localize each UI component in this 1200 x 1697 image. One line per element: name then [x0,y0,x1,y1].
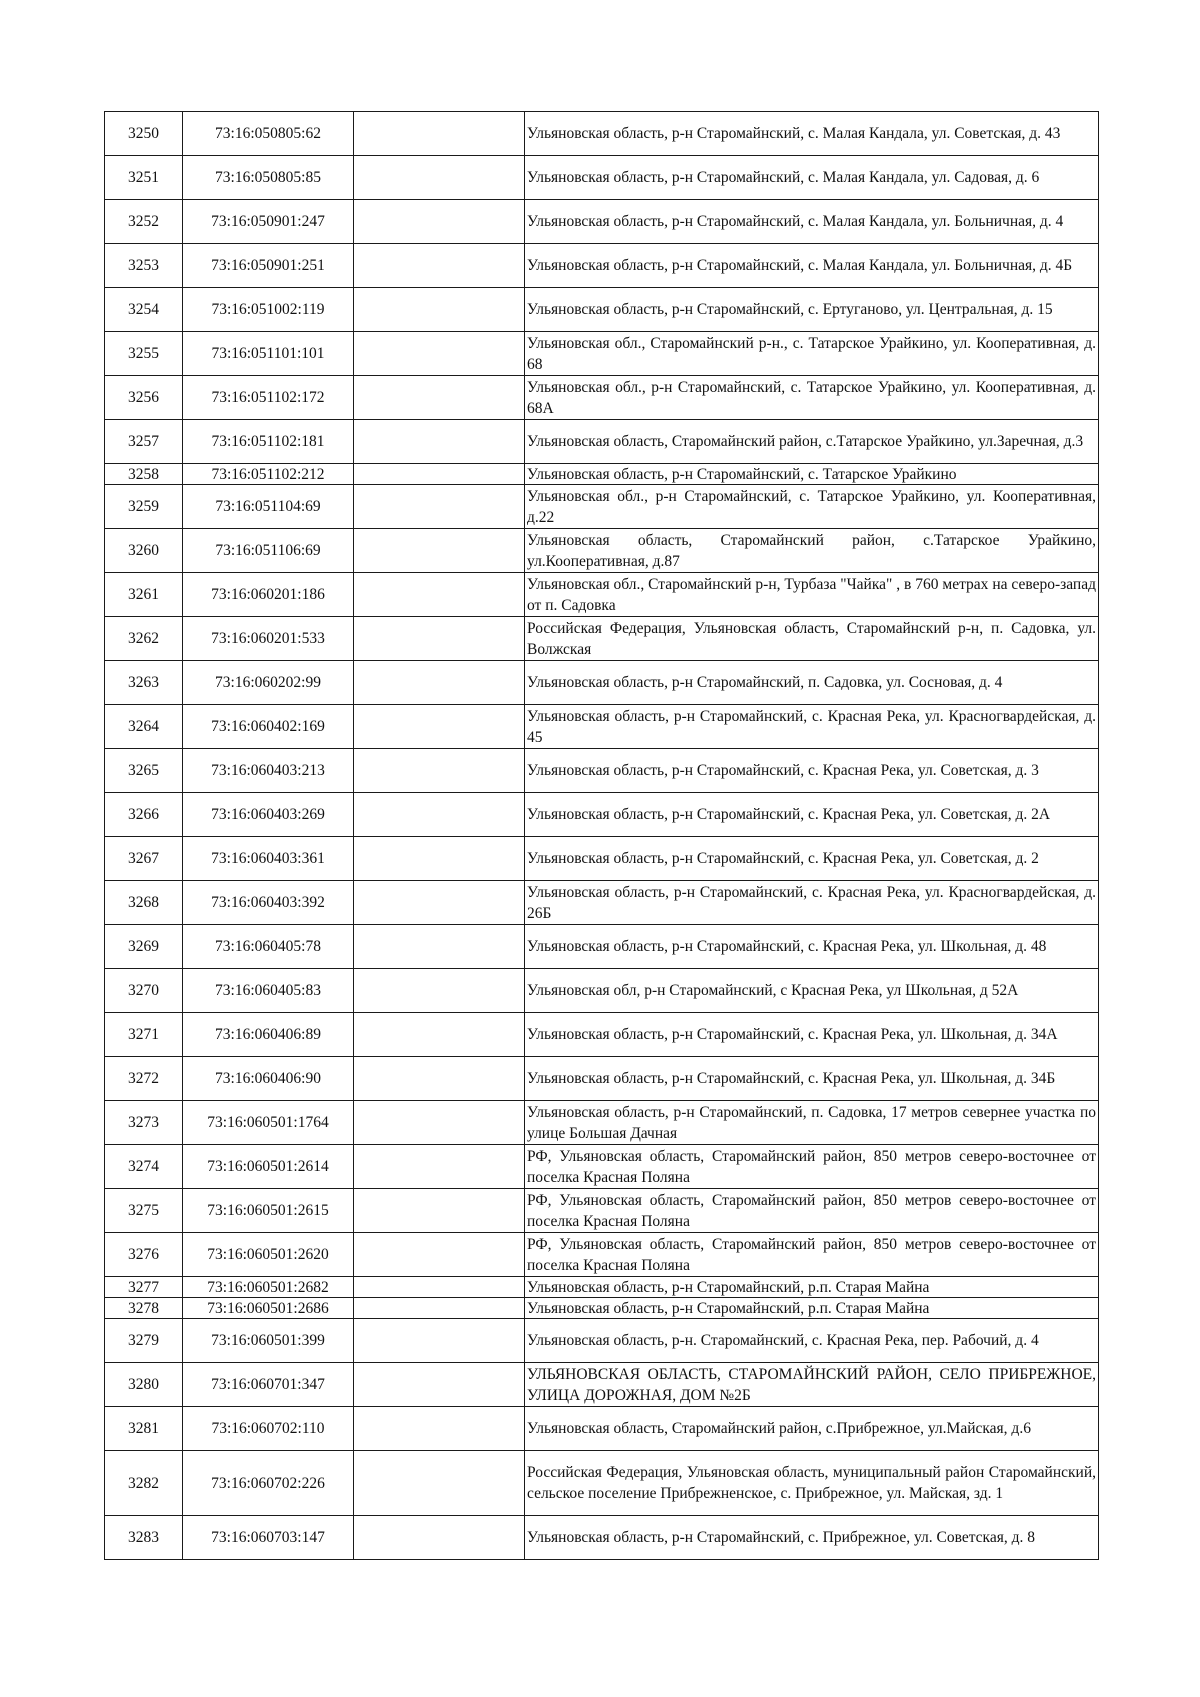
cadastral-number: 73:16:060703:147 [183,1516,354,1560]
table-row [105,1407,1099,1451]
row-number: 3272 [105,1057,183,1101]
row-number: 3267 [105,837,183,881]
table-row [105,1013,1099,1057]
empty-cell [354,1277,525,1298]
row-number: 3259 [105,485,183,529]
row-number: 3253 [105,244,183,288]
empty-cell [354,749,525,793]
row-number: 3262 [105,617,183,661]
row-number: 3258 [105,464,183,485]
table-row [105,200,1099,244]
table-row [105,1298,1099,1319]
empty-cell [354,969,525,1013]
cadastral-number: 73:16:060403:269 [183,793,354,837]
empty-cell [354,881,525,925]
cadastral-number: 73:16:051104:69 [183,485,354,529]
table-row [105,573,1099,617]
address-cell: Ульяновская обл., р-н Старомайнский, с. Татарское Урайкино, ул. Кооперативная, д. 68А [525,376,1099,420]
address-cell: Ульяновская область, р-н Старомайнский, с. Красная Река, ул. Школьная, д. 34Б [525,1057,1099,1101]
cadastral-number: 73:16:051102:181 [183,420,354,464]
table-row [105,837,1099,881]
row-number: 3252 [105,200,183,244]
address-cell: Ульяновская область, р-н Старомайнский, с. Малая Кандала, ул. Советская, д. 43 [525,112,1099,156]
address-cell: РФ, Ульяновская область, Старомайнский район, 850 метров северо-восточнее от поселка Красная Поляна [525,1233,1099,1277]
address-cell: Ульяновская обл., Старомайнский р-н, Турбаза "Чайка" , в 760 метрах на северо-запад от п. Садовка [525,573,1099,617]
row-number: 3257 [105,420,183,464]
address-cell: Ульяновская область, р-н Старомайнский, с. Малая Кандала, ул. Садовая, д. 6 [525,156,1099,200]
cadastral-number: 73:16:050805:62 [183,112,354,156]
row-number: 3277 [105,1277,183,1298]
row-number: 3250 [105,112,183,156]
row-number: 3273 [105,1101,183,1145]
row-number: 3282 [105,1451,183,1516]
cadastral-number: 73:16:060405:83 [183,969,354,1013]
empty-cell [354,705,525,749]
address-cell: Ульяновская обл, р-н Старомайнский, с Красная Река, ул Школьная, д 52А [525,969,1099,1013]
table-row [105,244,1099,288]
cadastral-number: 73:16:060202:99 [183,661,354,705]
address-cell: Ульяновская область, р-н. Старомайнский, с. Красная Река, пер. Рабочий, д. 4 [525,1319,1099,1363]
cadastral-number: 73:16:051102:212 [183,464,354,485]
address-cell: Ульяновская обл., р-н Старомайнский, с. Татарское Урайкино, ул. Кооперативная, д.22 [525,485,1099,529]
address-cell: Ульяновская область, р-н Старомайнский, с. Прибрежное, ул. Советская, д. 8 [525,1516,1099,1560]
cadastral-number: 73:16:060402:169 [183,705,354,749]
table-row [105,1277,1099,1298]
address-cell: Ульяновская область, р-н Старомайнский, с. Татарское Урайкино [525,464,1099,485]
cadastral-number: 73:16:060403:361 [183,837,354,881]
empty-cell [354,485,525,529]
empty-cell [354,1233,525,1277]
empty-cell [354,661,525,705]
empty-cell [354,1101,525,1145]
row-number: 3281 [105,1407,183,1451]
row-number: 3274 [105,1145,183,1189]
empty-cell [354,1189,525,1233]
row-number: 3270 [105,969,183,1013]
row-number: 3261 [105,573,183,617]
row-number: 3266 [105,793,183,837]
empty-cell [354,464,525,485]
address-cell: Ульяновская область, Старомайнский район, с.Прибрежное, ул.Майская, д.6 [525,1407,1099,1451]
cadastral-number: 73:16:060501:399 [183,1319,354,1363]
cadastral-number: 73:16:060501:2620 [183,1233,354,1277]
cadastral-number: 73:16:060501:2682 [183,1277,354,1298]
address-cell: Ульяновская область, р-н Старомайнский, п. Садовка, ул. Сосновая, д. 4 [525,661,1099,705]
address-cell: Ульяновская область, р-н Старомайнский, с. Красная Река, ул. Советская, д. 2 [525,837,1099,881]
row-number: 3265 [105,749,183,793]
empty-cell [354,288,525,332]
address-cell: Ульяновская область, р-н Старомайнский, с. Красная Река, ул. Красногвардейская, д. 26Б [525,881,1099,925]
cadastral-number: 73:16:060406:90 [183,1057,354,1101]
table-row [105,793,1099,837]
row-number: 3255 [105,332,183,376]
cadastral-number: 73:16:060406:89 [183,1013,354,1057]
table-row [105,1451,1099,1516]
table-row [105,420,1099,464]
empty-cell [354,376,525,420]
row-number: 3278 [105,1298,183,1319]
row-number: 3280 [105,1363,183,1407]
empty-cell [354,244,525,288]
address-cell: Ульяновская область, р-н Старомайнский, с. Красная Река, ул. Школьная, д. 34А [525,1013,1099,1057]
address-cell: Ульяновская область, р-н Старомайнский, с. Малая Кандала, ул. Больничная, д. 4 [525,200,1099,244]
row-number: 3275 [105,1189,183,1233]
table-row [105,749,1099,793]
empty-cell [354,1407,525,1451]
address-cell: Ульяновская область, р-н Старомайнский, п. Садовка, 17 метров севернее участка по улице Большая Дачная [525,1101,1099,1145]
table-row [105,1319,1099,1363]
table-row [105,332,1099,376]
empty-cell [354,573,525,617]
table-row [105,617,1099,661]
address-cell: Ульяновская обл., Старомайнский р-н., с. Татарское Урайкино, ул. Кооперативная, д. 68 [525,332,1099,376]
table-row [105,1057,1099,1101]
cadastral-number: 73:16:050901:247 [183,200,354,244]
empty-cell [354,1516,525,1560]
table-row [105,1516,1099,1560]
empty-cell [354,529,525,573]
empty-cell [354,200,525,244]
table-row [105,969,1099,1013]
cadastral-number: 73:16:060501:2614 [183,1145,354,1189]
row-number: 3269 [105,925,183,969]
address-cell: Ульяновская область, р-н Старомайнский, р.п. Старая Майна [525,1298,1099,1319]
empty-cell [354,1319,525,1363]
table-row [105,288,1099,332]
row-number: 3254 [105,288,183,332]
table-row [105,529,1099,573]
table-row [105,1145,1099,1189]
address-cell: Ульяновская область, р-н Старомайнский, с. Красная Река, ул. Школьная, д. 48 [525,925,1099,969]
address-cell: Российская Федерация, Ульяновская область, Старомайнский р-н, п. Садовка, ул. Волжская [525,617,1099,661]
empty-cell [354,925,525,969]
empty-cell [354,837,525,881]
address-cell: РФ, Ульяновская область, Старомайнский район, 850 метров северо-восточнее от поселка Красная Поляна [525,1189,1099,1233]
empty-cell [354,332,525,376]
cadastral-number: 73:16:060501:2686 [183,1298,354,1319]
table-row [105,485,1099,529]
cadastral-number: 73:16:060201:186 [183,573,354,617]
table-row [105,156,1099,200]
empty-cell [354,1298,525,1319]
address-cell: Ульяновская область, р-н Старомайнский, с. Красная Река, ул. Красногвардейская, д. 45 [525,705,1099,749]
table-row [105,1189,1099,1233]
empty-cell [354,793,525,837]
table-row [105,705,1099,749]
row-number: 3264 [105,705,183,749]
empty-cell [354,617,525,661]
cadastral-number: 73:16:060403:213 [183,749,354,793]
empty-cell [354,1013,525,1057]
row-number: 3283 [105,1516,183,1560]
table-row [105,881,1099,925]
cadastral-number: 73:16:060501:2615 [183,1189,354,1233]
cadastral-number: 73:16:060702:110 [183,1407,354,1451]
cadastral-number: 73:16:060405:78 [183,925,354,969]
table-row [105,464,1099,485]
empty-cell [354,1145,525,1189]
address-cell: Ульяновская область, р-н Старомайнский, р.п. Старая Майна [525,1277,1099,1298]
table-row [105,925,1099,969]
cadastral-number: 73:16:051101:101 [183,332,354,376]
table-row [105,1363,1099,1407]
table-row [105,1101,1099,1145]
address-cell: Ульяновская область, р-н Старомайнский, с. Малая Кандала, ул. Больничная, д. 4Б [525,244,1099,288]
cadastral-number: 73:16:060501:1764 [183,1101,354,1145]
address-cell: Ульяновская область, р-н Старомайнский, с. Красная Река, ул. Советская, д. 3 [525,749,1099,793]
empty-cell [354,1451,525,1516]
cadastral-number: 73:16:050901:251 [183,244,354,288]
row-number: 3263 [105,661,183,705]
empty-cell [354,1057,525,1101]
cadastral-number: 73:16:060201:533 [183,617,354,661]
cadastral-number: 73:16:060403:392 [183,881,354,925]
table-row [105,376,1099,420]
row-number: 3279 [105,1319,183,1363]
address-cell: РФ, Ульяновская область, Старомайнский район, 850 метров северо-восточнее от поселка Красная Поляна [525,1145,1099,1189]
land-registry-table [104,111,1099,1560]
cadastral-number: 73:16:051106:69 [183,529,354,573]
row-number: 3260 [105,529,183,573]
address-cell: Ульяновская область, Старомайнский район, с.Татарское Урайкино, ул.Заречная, д.3 [525,420,1099,464]
table-row [105,1233,1099,1277]
empty-cell [354,112,525,156]
address-cell: Ульяновская область, р-н Старомайнский, с. Красная Река, ул. Советская, д. 2А [525,793,1099,837]
cadastral-number: 73:16:051102:172 [183,376,354,420]
empty-cell [354,1363,525,1407]
empty-cell [354,420,525,464]
address-cell: Ульяновская область, Старомайнский район, с.Татарское Урайкино, ул.Кооперативная, д.87 [525,529,1099,573]
row-number: 3271 [105,1013,183,1057]
empty-cell [354,156,525,200]
row-number: 3256 [105,376,183,420]
row-number: 3268 [105,881,183,925]
row-number: 3251 [105,156,183,200]
cadastral-number: 73:16:060702:226 [183,1451,354,1516]
table-row [105,661,1099,705]
address-cell: Ульяновская область, р-н Старомайнский, с. Ертуганово, ул. Центральная, д. 15 [525,288,1099,332]
row-number: 3276 [105,1233,183,1277]
table-row [105,112,1099,156]
cadastral-number: 73:16:060701:347 [183,1363,354,1407]
cadastral-number: 73:16:051002:119 [183,288,354,332]
cadastral-number: 73:16:050805:85 [183,156,354,200]
address-cell: УЛЬЯНОВСКАЯ ОБЛАСТЬ, СТАРОМАЙНСКИЙ РАЙОН, СЕЛО ПРИБРЕЖНОЕ, УЛИЦА ДОРОЖНАЯ, ДОМ №2Б [525,1363,1099,1407]
address-cell: Российская Федерация, Ульяновская область, муниципальный район Старомайнский, сельское поселение Прибрежненское, с. Прибрежное, ул. Майская, зд. 1 [525,1451,1099,1516]
